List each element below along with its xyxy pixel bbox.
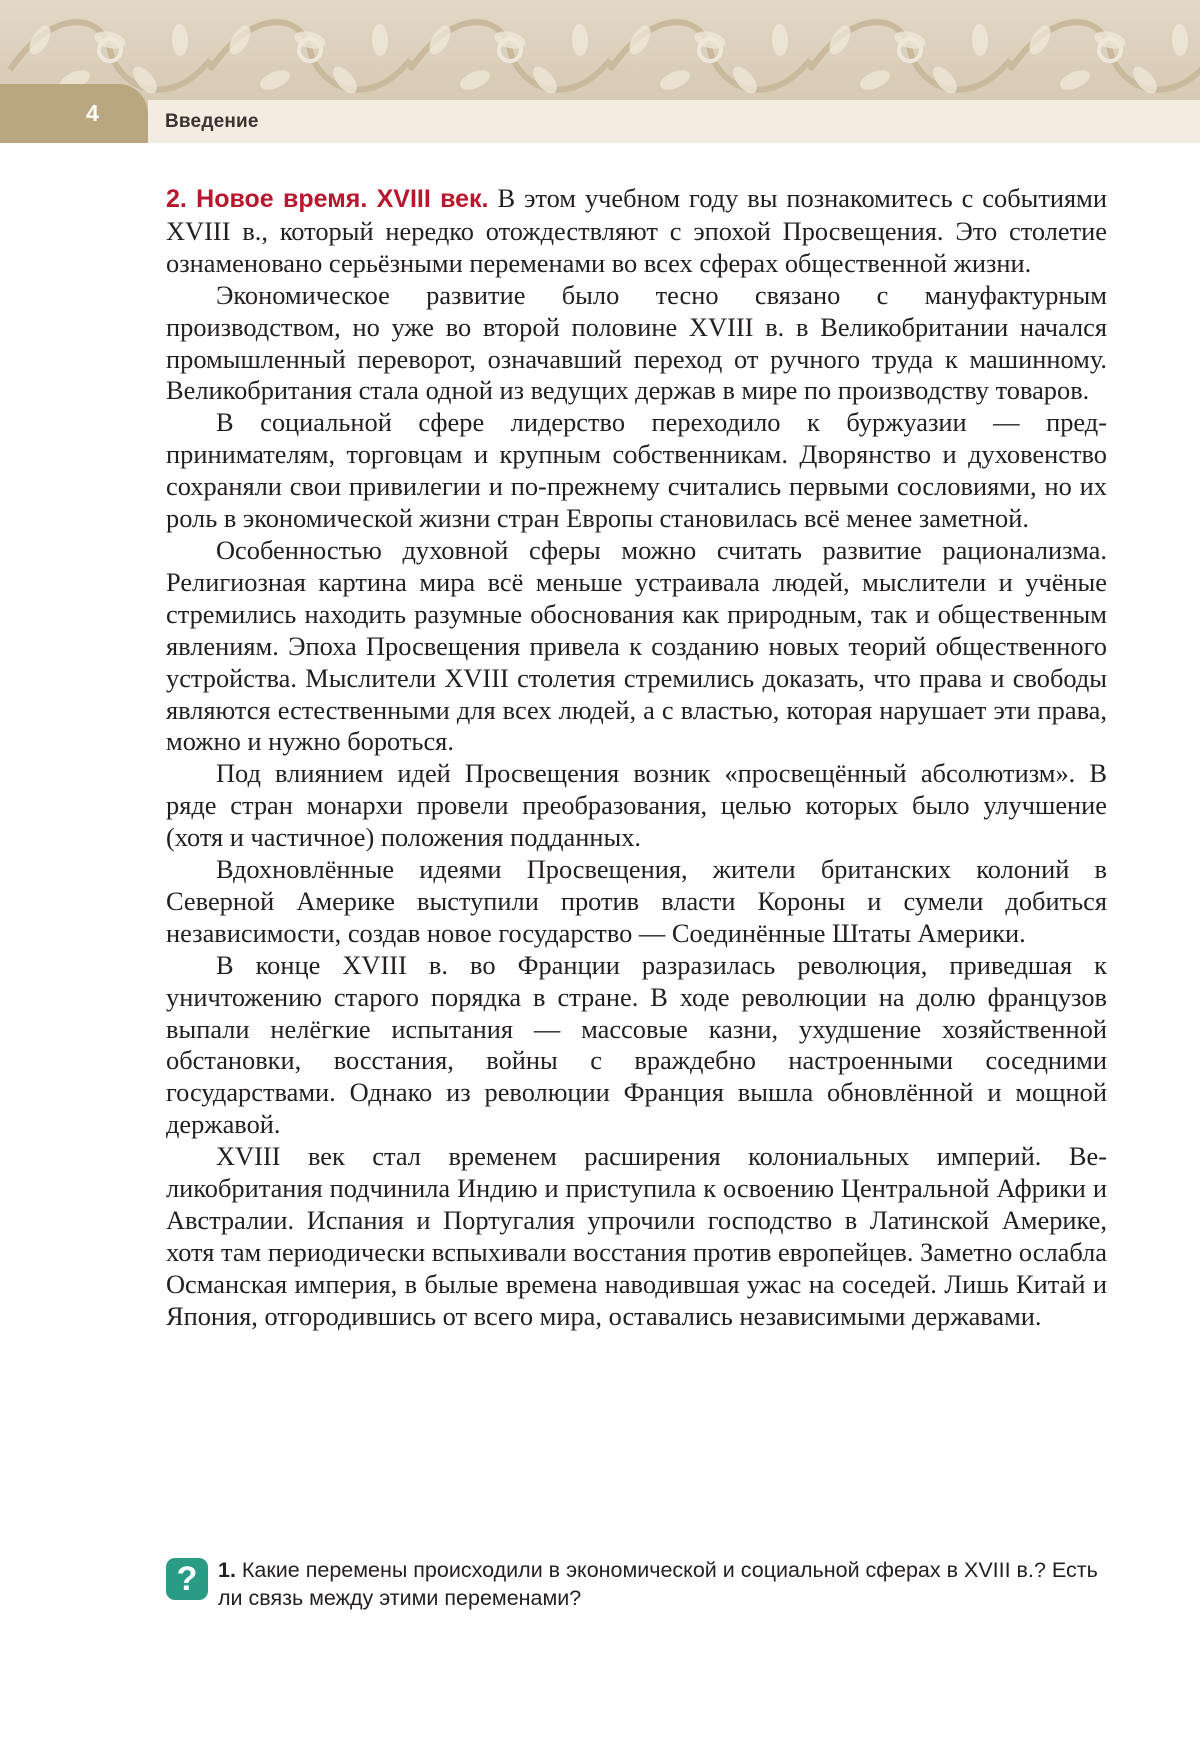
ornament-scroll xyxy=(810,22,1010,97)
page-number: 4 xyxy=(86,100,99,126)
ornament-scroll xyxy=(410,22,610,97)
main-text xyxy=(166,183,1107,1333)
paragraph-text: В этом учебном году вы познакомитесь с событиями XVIII в., который нередко отождествляют с эпохой Просвещения. Это столетие ознаменовано серьёзными переменами во всех сферах общественной жизни. xyxy=(166,183,1107,278)
paragraph xyxy=(166,183,1107,280)
question-number: 1. xyxy=(218,1558,236,1582)
section-label-bar xyxy=(148,100,1200,143)
review-question xyxy=(166,1556,1107,1612)
ornament-scroll xyxy=(210,22,410,97)
paragraph: В конце XVIII в. во Франции разразилась революция, приведшая к уничтожению старого порядка в стране. В ходе революции на долю французов выпали нелёгкие испытания — массовые казни, ухудшение хозяйственной обстановки, восстания, войны с враждебно настроенными соседними государствами. Однако из революции Франция вышла обновлённой и мощной державой. xyxy=(166,949,1107,1140)
question-text xyxy=(218,1556,1107,1612)
section-heading: 2. Новое время. XVIII век. xyxy=(166,185,489,213)
page-number-tab xyxy=(0,84,148,143)
question-body: Какие перемены происходили в экономической и социальной сферах в XVIII в.? Есть ли связь между этими переменами? xyxy=(218,1558,1098,1610)
ornament-scroll xyxy=(610,22,810,97)
paragraph: Особенностью духовной сферы можно считать развитие рационализма. Религиозная картина мира всё меньше устраивала людей, мыслители и учёные стремились находить разумные обоснования как природным, так и общественным явлениям. Эпоха Просвещения привела к созданию новых теорий общественного устройства. Мыслители XVIII столетия стремились доказать, что права и свободы являются естественными для всех людей, а с властью, которая нарушает эти права, можно и нужно бороться. xyxy=(166,534,1107,757)
paragraph: В социальной сфере лидерство переходило к буржуазии — предпринимателям, торговцам и крупным собственникам. Дворянство и духовенство сохраняли свои привилегии и по-прежнему считались первыми сословиями, но их роль в экономической жизни стран Европы становилась всё менее заметной. xyxy=(166,407,1107,534)
question-mark-icon: ? xyxy=(166,1558,208,1600)
paragraph: Под влиянием идей Просвещения возник «просвещённый абсолютизм». В ряде стран монархи провели преобразования, целью которых было улучшение (хотя и частичное) положения подданных. xyxy=(166,758,1107,853)
paragraph: XVIII век стал временем расширения колониальных империй. Великобритания подчинила Индию и приступила к освоению Центральной Африки и Австралии. Испания и Португалия упрочили господство в Латинской Америке, хотя там периодически вспыхивали восстания против европейцев. Заметно ослабла Османская империя, в былые времена наводившая ужас на соседей. Лишь Китай и Япония, отгородившись от всего мира, оставались независимыми державами. xyxy=(166,1141,1107,1331)
paragraph: Вдохновлённые идеями Просвещения, жители британских колоний в Северной Америке выступили против власти Короны и сумели добиться независимости, создав новое государство — Соединённые Штаты Америки. xyxy=(166,854,1107,948)
ornament-scroll xyxy=(1010,22,1200,97)
section-label: Введение xyxy=(165,110,259,132)
paragraph: Экономическое развитие было тесно связано с мануфактурным производством, но уже во второй половине XVIII в. в Великобритании начался промышленный переворот, означавший переход от ручного труда к машинному. Великобритания стала одной из ведущих держав в мире по производству товаров. xyxy=(166,279,1107,406)
